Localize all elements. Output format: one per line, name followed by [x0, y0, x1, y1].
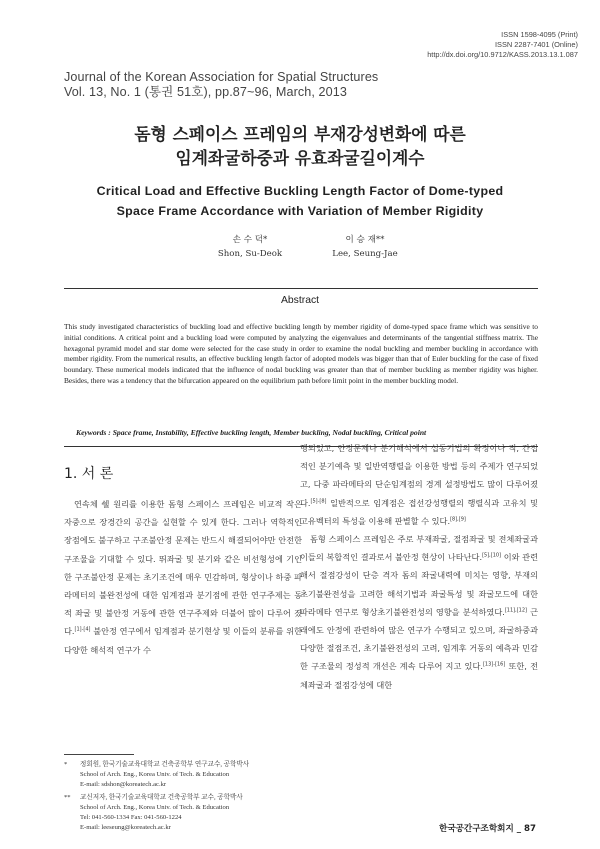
body-column-right — [300, 439, 538, 694]
author-2 — [290, 233, 440, 261]
abstract-top-rule — [64, 288, 538, 289]
footnote-mark: * — [64, 761, 68, 768]
english-title — [0, 181, 600, 221]
paragraph-right-2-mid: 이와 관련해서 절점강성이 단층 격자 돔의 좌굴내력에 미치는 영향, 부재의 초기불완전성을 고려한 해석기법과 좌굴특성 및 좌굴모드에 대한 파라메타 연구로 형상초기불완전성의 영향을 분석하였다. — [300, 552, 539, 617]
footnote-2 — [64, 793, 304, 833]
footnote-email[interactable]: E-mail: leeseung@koreatech.ac.kr — [80, 824, 171, 831]
author-2-korean: 이 승 재** — [345, 235, 385, 245]
author-1-english: Shon, Su-Deok — [217, 249, 283, 259]
author-1-korean: 손 수 덕* — [232, 235, 268, 245]
issn-print: ISSN 1598-4095 (Print) — [501, 30, 578, 39]
paragraph-right-1 — [300, 439, 538, 530]
paragraph-right-1-tail: 일반적으로 임계점은 접선강성행렬의 행렬식과 고유치 및 고유벡터의 특성을 이용해 판별할 수 있다. — [300, 497, 538, 526]
footnote-rule — [64, 754, 134, 755]
journal-info — [64, 70, 378, 100]
paragraph-1-text: 연속체 쉘 원리를 이용한 돔형 스페이스 프레임은 비교적 작은 자중으로 장경간의 공간을 실현할 수 있게 한다. 그러나 역학적인 장점에도 불구하고 구조불안정 문제는 반드시 해결되어야만 안전한 구조물을 기대할 수 있다. 뛰좌굴 및 분기와 같은 비선형성에 기인한 구조불안정 문제는 초기조건에 매우 민감하며, 형상이나 하중 파라메터의 불완전성에 대한 임계점과 분기점에 관한 연구주제는 동적 좌굴 및 불안정 거동에 관한 연구주제와 더불어 많이 다루어 졌다. — [64, 499, 302, 637]
issn-online: ISSN 2287-7401 (Online) — [495, 40, 578, 49]
section-title: 1. 서 론 — [64, 466, 114, 482]
paragraph-1-tail: 불안정 연구에서 임계점과 분기현상 및 이들의 분류를 위한 다양한 해석적 연구가 수 — [64, 626, 302, 655]
english-title-line-2: Space Frame Accordance with Variation of Member Rigidity — [116, 204, 484, 218]
citation-ref: [1]-[4] — [74, 626, 91, 633]
citation-ref: [13]-[16] — [482, 661, 506, 668]
volume-info: Vol. 13, No. 1 (통권 51호), pp.87~96, March, 2013 — [64, 85, 347, 99]
english-title-line-1: Critical Load and Effective Buckling Length Factor of Dome-typed — [96, 184, 504, 198]
abstract-body: This study investigated characteristics of buckling load and effective buckling length by member rigidity of dome-typed space frame which was sensitive to initial conditions. A critical point and a buckling load were computed by analyzing the eigenvalues and determinants of the tangential stiffness matrix. The hexagonal pyramid model and star dome were selected for the case study in order to examine the nodal buckling and member buckling in accordance with member rigidity. From the numerical results, an effective buckling length factor of adopted models was bigger than that of Euler buckling for the case of fixed boundary. These numerical models indicated that the influence of nodal buckling was greater than that of member buckling as member rigidity was higher. Besides, there was a tendency that the bifurcation appeared on the equilibrium path before limit point in the member buckling model. — [64, 322, 538, 385]
footnote-mark: ** — [64, 794, 71, 801]
citation-ref: [11],[12] — [504, 607, 527, 614]
author-2-english: Lee, Seung-Jae — [332, 249, 398, 259]
citation-ref: [5]-[8] — [310, 497, 327, 504]
korean-title — [0, 122, 600, 170]
footnote-line: 교신저자, 한국기술교육대학교 건축공학부 교수, 공학박사 — [80, 794, 243, 801]
keywords: Keywords : Space frame, Instability, Effective buckling length, Member buckling, Nodal buckling, Critical point — [76, 428, 427, 437]
korean-title-line-1: 돔형 스페이스 프레임의 부재강성변화에 따른 — [134, 124, 466, 144]
issn-block — [278, 30, 578, 60]
abstract-heading: Abstract — [280, 295, 320, 306]
doi-link[interactable]: http://dx.doi.org/10.9712/KASS.2013.13.1.087 — [427, 50, 578, 59]
footnote-line: 정회원, 한국기술교육대학교 건축공학부 연구교수, 공학박사 — [80, 761, 250, 768]
footnote-line: School of Arch. Eng., Korea Univ. of Tech. & Education — [80, 771, 230, 778]
footnote-1 — [64, 760, 304, 790]
paragraph-right-2 — [300, 530, 538, 694]
footnotes — [64, 760, 304, 836]
paragraph-1 — [64, 495, 302, 659]
footnote-email[interactable]: E-mail: sdshon@koreatech.ac.kr — [80, 781, 167, 788]
citation-ref: [8],[9] — [450, 516, 466, 523]
page-footer: 한국공간구조학회지 _ 87 — [439, 824, 536, 834]
citation-ref: [5],[10] — [482, 552, 502, 559]
body-column-left — [64, 495, 302, 659]
paragraph-right-2-end: 또한, 전체좌굴과 절점강성에 대한 — [300, 661, 538, 690]
paragraph-right-2-tail: 근래에도 안정에 관련하여 많은 연구가 수행되고 있으며, 좌굴하중과 다양한 절점조건, 초기불완전성의 고려, 임계후 거동의 예측과 민감한 구조물의 정성적 개선은 계속 다루어 지고 있다. — [300, 606, 538, 672]
journal-name: Journal of the Korean Association for Spatial Structures — [64, 70, 379, 84]
paragraph-right-1-text: 행되었고, 안정문제나 분기해석에서 섭동기법의 확정이나 직, 간접적인 분기예측 및 일반역행렬을 이용한 방법 등의 주제가 연구되었고, 다중 파라메타의 단순임계점의 경계 설정방법도 많이 다루어졌다. — [300, 443, 538, 508]
korean-title-line-2: 임계좌굴하중과 유효좌굴길이계수 — [175, 148, 425, 168]
paragraph-right-2-text: 돔형 스페이스 프레임은 주로 부재좌굴, 절점좌굴 및 전체좌굴과 이들의 복합적인 결과로서 불안정 현상이 나타난다. — [300, 534, 538, 563]
footnote-line: Tel: 041-560-1334 Fax: 041-560-1224 — [80, 814, 182, 821]
footnote-line: School of Arch. Eng., Korea Univ. of Tech. & Education — [80, 804, 230, 811]
